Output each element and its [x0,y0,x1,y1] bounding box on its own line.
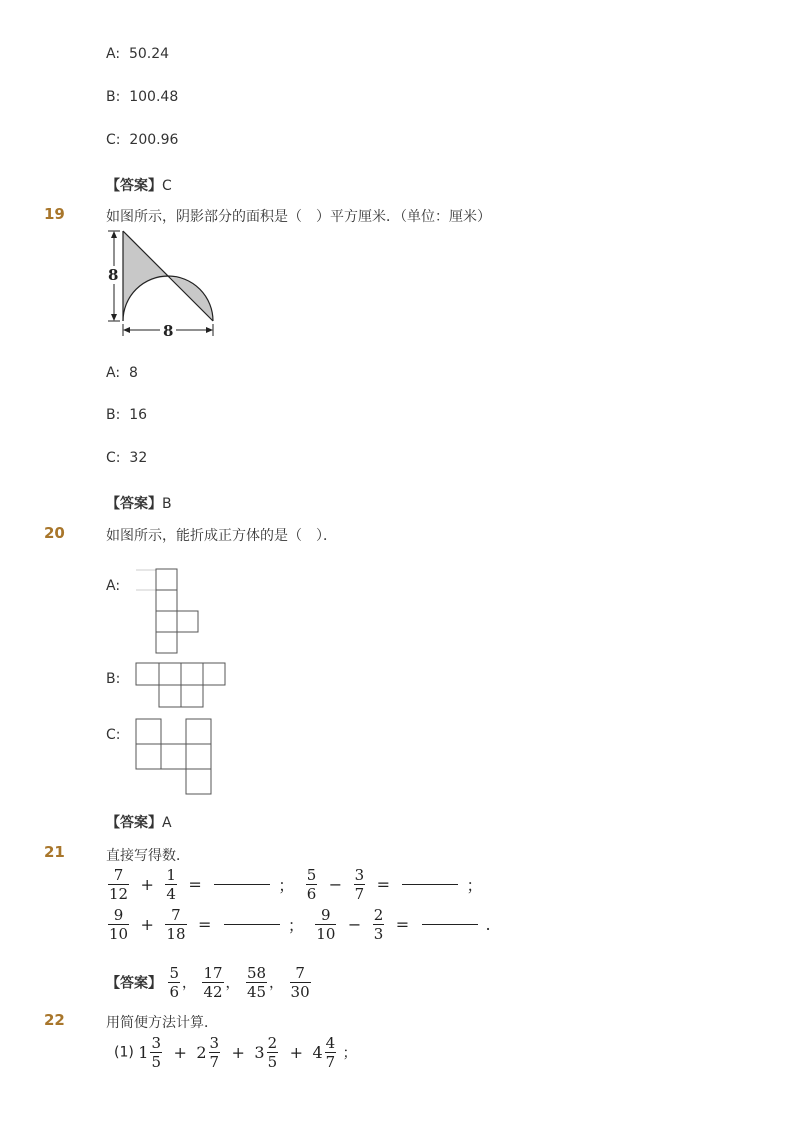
cube-net-b [134,662,230,712]
mixed-number: 4 $\frac{4}{7}$ [312,1034,336,1071]
fraction: $\frac{7}{18}$ [166,906,186,943]
answer-blank[interactable] [422,924,478,925]
question-number: 21 [44,843,65,861]
question-number: 20 [44,524,65,542]
option-a-label: A: [106,578,121,594]
answer-blank[interactable] [402,884,458,885]
option-b: B: 16 [106,407,148,423]
option-c: C: 32 [106,450,148,466]
option-c-label: C: [106,727,121,743]
question-text: 直接写得数． [106,848,190,864]
option-b-label: B: [106,671,121,687]
option-b: B: 100.48 [106,89,179,105]
width-label: 8 [163,322,174,340]
sub-problem-1: (1) 1 $\frac{3}{5}$ + 2 $\frac{3}{7}$ + 3 $\frac{2}{5}$ + 4 $\frac{4}{7}$ ； [114,1034,357,1071]
fraction: $\frac{9}{10}$ [316,906,336,943]
question-number: 22 [44,1011,65,1029]
problem-row-1: $\frac{7}{12}$ + $\frac{1}{4}$ = ； $\frac{5}{6}$ − $\frac{3}{7}$ = ； [109,866,483,903]
answer-fraction: $\frac{17}{42}$ [203,964,223,1001]
answer-blank[interactable] [224,924,280,925]
problem-row-2: $\frac{9}{10}$ + $\frac{7}{18}$ = ； $\frac{9}{10}$ − $\frac{2}{3}$ = . [109,906,491,943]
answer-fraction: $\frac{5}{6}$ [169,964,179,1001]
question-text: 如图所示，能折成正方体的是（ ）． [106,528,337,544]
fraction: $\frac{3}{7}$ [354,866,365,903]
answer-blank[interactable] [214,884,270,885]
question-number: 19 [44,205,65,223]
fraction: $\frac{7}{12}$ [109,866,129,903]
fraction: $\frac{5}{6}$ [306,866,317,903]
answer-line: 【答案】C [106,178,172,194]
option-a: A: 8 [106,365,138,381]
fraction: $\frac{1}{4}$ [166,866,176,903]
height-label: 8 [108,266,119,284]
mixed-number: 3 $\frac{2}{5}$ [254,1034,278,1071]
option-c: C: 200.96 [106,132,179,148]
fraction: $\frac{9}{10}$ [109,906,129,943]
mixed-number: 2 $\frac{3}{7}$ [196,1034,220,1071]
question-text: 用简便方法计算． [106,1015,218,1031]
answer-line: 【答案】B [106,496,172,512]
mixed-number: 1 $\frac{3}{5}$ [138,1034,162,1071]
option-a: A: 50.24 [106,46,170,62]
answer-fraction: $\frac{58}{45}$ [247,964,267,1001]
cube-net-a [134,568,204,656]
answer-line: 【答案】 $\frac{5}{6}$ ， $\frac{17}{42}$ ， $\frac{58}{45}$ ， $\frac{7}{30}$ [106,964,310,1001]
question-text: 如图所示，阴影部分的面积是（ ）平方厘米．（单位：厘米） [106,209,491,225]
answer-fraction: $\frac{7}{30}$ [290,964,310,1001]
cube-net-c [134,718,216,798]
answer-line: 【答案】A [106,815,172,831]
fraction: $\frac{2}{3}$ [373,906,384,943]
